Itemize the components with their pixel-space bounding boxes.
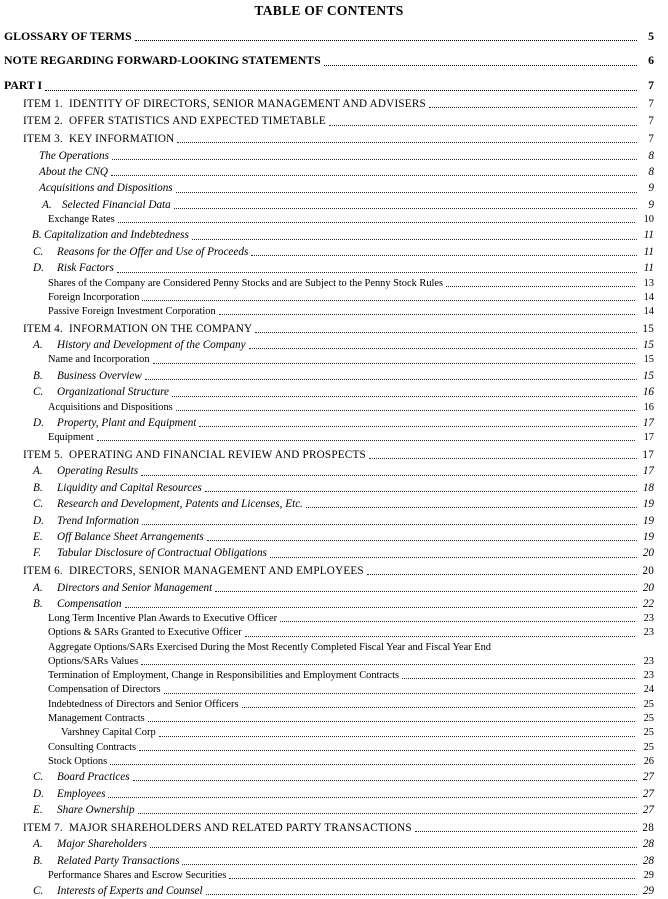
dot-leader — [329, 125, 637, 126]
toc-entry-number: A. — [33, 339, 43, 352]
toc-entry-number: C. — [33, 885, 44, 898]
toc-entry-page: 17 — [642, 465, 654, 478]
toc-entry — [4, 713, 654, 725]
toc-entry — [4, 656, 654, 668]
toc-entry-title: Stock Options — [48, 755, 108, 767]
toc-entry — [4, 339, 654, 352]
toc-entry-page: 7 — [648, 133, 654, 146]
toc-entry-page: 20 — [642, 581, 654, 594]
dot-leader — [324, 65, 637, 66]
toc-entry-page: 19 — [642, 498, 654, 511]
toc-entry — [4, 670, 654, 682]
toc-entry-number: A. — [33, 581, 43, 594]
toc-entry — [4, 79, 654, 93]
dot-leader — [141, 664, 635, 665]
dot-leader — [280, 621, 635, 622]
toc-entry-number: C. — [33, 498, 44, 511]
dot-leader — [118, 222, 635, 223]
toc-entry-title: INFORMATION ON THE COMPANY — [69, 322, 253, 335]
toc-entry-page: 23 — [643, 670, 654, 682]
toc-entry-page: 29 — [642, 885, 654, 898]
toc-entry — [4, 133, 654, 146]
toc-entry-page: 5 — [648, 28, 654, 43]
dot-leader — [148, 721, 635, 722]
toc-entry-title: Acquisitions and Dispositions — [48, 401, 173, 413]
dot-leader — [153, 363, 635, 364]
toc-entry-number: B. — [33, 854, 43, 867]
toc-entry — [4, 613, 654, 625]
dot-leader — [415, 831, 637, 832]
toc-entry-title: Operating Results — [57, 465, 139, 478]
toc-entry-title: Acquisitions and Dispositions — [39, 182, 173, 195]
toc-entry-title: Property, Plant and Equipment — [57, 416, 197, 429]
dot-leader — [177, 142, 637, 143]
toc-entry-title: Employees — [57, 787, 106, 800]
toc-entry-title: About the CNQ — [39, 165, 108, 178]
toc-entry-number: C. — [33, 245, 44, 258]
toc-entry-page: 7 — [648, 97, 654, 110]
toc-entry-page: 8 — [648, 149, 654, 162]
toc-entry — [4, 642, 654, 654]
toc-entry-title: KEY INFORMATION — [69, 133, 175, 146]
toc-entry-page: 25 — [643, 741, 654, 753]
dot-leader — [112, 159, 637, 160]
toc-entry-title: Shares of the Company are Considered Penny Stocks and are Subject to the Penny Stock Rules — [48, 277, 444, 289]
toc-entry-page: 17 — [643, 432, 654, 444]
toc-entry-page: 27 — [642, 771, 654, 784]
dot-leader — [306, 507, 637, 508]
toc-entry — [4, 531, 654, 544]
toc-entry-title: Directors and Senior Management — [57, 581, 213, 594]
dot-leader — [429, 107, 637, 108]
dot-leader — [111, 175, 637, 176]
toc-entry-page: 19 — [642, 530, 654, 543]
toc-entry — [4, 370, 654, 383]
toc-entry-page: 29 — [643, 869, 654, 881]
toc-entry — [4, 804, 654, 817]
toc-entry-page: 17 — [642, 416, 654, 429]
toc-entry-number: D. — [33, 787, 44, 800]
toc-entry-title: Capitalization and Indebtedness — [44, 229, 189, 242]
dot-leader — [229, 878, 635, 879]
toc-entry-title: Trend Information — [57, 514, 139, 527]
dot-leader — [367, 574, 637, 575]
toc-entry-title: Share Ownership — [57, 804, 135, 817]
toc-entry-title: Long Term Incentive Plan Awards to Executive Officer — [48, 613, 278, 625]
toc-entry — [4, 565, 654, 578]
toc-entry-title: Off Balance Sheet Arrangements — [57, 530, 204, 543]
toc-entry-number: ITEM 1. — [23, 97, 63, 110]
dot-leader — [245, 636, 635, 637]
dot-leader — [135, 40, 637, 41]
toc-entry — [4, 306, 654, 318]
toc-entry — [4, 182, 654, 195]
toc-entry — [4, 838, 654, 851]
toc-entry-number: D. — [33, 262, 44, 275]
toc-entry-page: 20 — [642, 565, 654, 578]
dot-leader — [255, 332, 637, 333]
dot-leader — [402, 678, 635, 679]
dot-leader — [159, 736, 635, 737]
toc-entry-title: Related Party Transactions — [57, 854, 180, 867]
toc-entry — [4, 756, 654, 768]
dot-leader — [117, 272, 637, 273]
toc-entry-page: 25 — [643, 698, 654, 710]
toc-entry — [4, 417, 654, 430]
toc-entry-title: Board Practices — [57, 771, 130, 784]
toc-entry-number: B. — [33, 597, 43, 610]
toc-entry-title: Options/SARs Values — [48, 655, 139, 667]
toc-entry-page: 25 — [643, 727, 654, 739]
toc-entry-title: Name and Incorporation — [48, 354, 150, 366]
toc-entry-title: Major Shareholders — [57, 838, 148, 851]
dot-leader — [446, 286, 635, 287]
toc-entry-number: E. — [33, 530, 43, 543]
toc-entry-title: Varshney Capital Corp — [61, 727, 156, 739]
dot-leader — [249, 348, 637, 349]
dot-leader — [215, 591, 637, 592]
toc-entry-number: C. — [33, 771, 44, 784]
toc-entry — [4, 598, 654, 611]
toc-entry — [4, 515, 654, 528]
toc-entry — [4, 262, 654, 275]
toc-entry-title: NOTE REGARDING FORWARD-LOOKING STATEMENTS — [4, 54, 321, 68]
dot-leader — [251, 255, 637, 256]
dot-leader — [150, 847, 637, 848]
toc-entry-title: Foreign Incorporation — [48, 291, 140, 303]
dot-leader — [176, 410, 635, 411]
toc-entry-page: 23 — [643, 613, 654, 625]
dot-leader — [133, 780, 637, 781]
toc-entry-page: 11 — [643, 229, 654, 242]
dot-leader — [110, 764, 635, 765]
toc-entry — [4, 885, 654, 898]
toc-entry-page: 13 — [643, 277, 654, 289]
dot-leader — [176, 192, 637, 193]
toc-entry-page: 22 — [642, 597, 654, 610]
dot-leader — [242, 707, 635, 708]
toc-entry-title: Organizational Structure — [57, 386, 169, 399]
dot-leader — [174, 208, 637, 209]
toc-entry-page: 28 — [642, 821, 654, 834]
toc-entry-page: 23 — [643, 627, 654, 639]
toc-entry-page: 9 — [648, 182, 654, 195]
toc-entry — [4, 166, 654, 179]
toc-entry — [4, 402, 654, 414]
dot-leader — [141, 475, 637, 476]
toc-entry-number: F. — [33, 547, 42, 560]
toc-entry-title: IDENTITY OF DIRECTORS, SENIOR MANAGEMENT AND ADVISERS — [69, 97, 426, 110]
toc-entry-number: A. — [33, 465, 43, 478]
toc-entry-number: D. — [33, 416, 44, 429]
toc-entry-title: Compensation — [57, 597, 122, 610]
toc-entry-page: 17 — [642, 448, 654, 461]
toc-entry-title: DIRECTORS, SENIOR MANAGEMENT AND EMPLOYEES — [69, 565, 364, 578]
toc-entry-title: Termination of Employment, Change in Responsibilities and Employment Contracts — [48, 670, 400, 682]
toc-entry — [4, 465, 654, 478]
toc-entry-page: 19 — [642, 514, 654, 527]
toc-entry — [4, 199, 654, 212]
toc-entry — [4, 292, 654, 304]
dot-leader — [139, 750, 635, 751]
toc-entry — [4, 386, 654, 399]
dot-leader — [270, 557, 637, 558]
dot-leader — [138, 813, 637, 814]
toc-entry-title: OFFER STATISTICS AND EXPECTED TIMETABLE — [69, 115, 326, 128]
toc-entry-page: 14 — [643, 291, 654, 303]
toc-entry-title: Management Contracts — [48, 712, 145, 724]
dot-leader — [45, 90, 637, 91]
toc-entry-page: 24 — [643, 684, 654, 696]
toc-entry-title: Exchange Rates — [48, 214, 115, 226]
toc-entry-page: 26 — [643, 755, 654, 767]
toc-entry-page: 18 — [642, 481, 654, 494]
toc-entry — [4, 432, 654, 444]
toc-entry-title: Business Overview — [57, 369, 142, 382]
toc-entry-page: 23 — [643, 655, 654, 667]
toc-entry-page: 15 — [642, 339, 654, 352]
dot-leader — [172, 396, 637, 397]
toc-entry-page: 28 — [642, 838, 654, 851]
toc-entry — [4, 30, 654, 44]
toc-entry-title: Interests of Experts and Counsel — [57, 885, 203, 898]
toc-entry-title: The Operations — [39, 149, 109, 162]
toc-entry-number: B. — [33, 369, 43, 382]
toc-entry-title: Performance Shares and Escrow Securities — [48, 869, 227, 881]
dot-leader — [369, 458, 637, 459]
toc-entry — [4, 684, 654, 696]
toc-entry — [4, 498, 654, 511]
toc-list — [4, 30, 654, 899]
dot-leader — [145, 379, 637, 380]
toc-entry-title: History and Development of the Company — [57, 339, 246, 352]
dot-leader — [205, 491, 637, 492]
toc-entry — [4, 246, 654, 259]
toc-entry-title: Consulting Contracts — [48, 741, 137, 753]
toc-entry-number: ITEM 5. — [23, 448, 63, 461]
toc-entry-page: 25 — [643, 712, 654, 724]
toc-entry-title: OPERATING AND FINANCIAL REVIEW AND PROSPECTS — [69, 448, 366, 461]
toc-entry-page: 15 — [643, 354, 654, 366]
toc-entry-title: Risk Factors — [57, 262, 114, 275]
toc-entry-page: 11 — [643, 262, 654, 275]
toc-entry — [4, 855, 654, 868]
dot-leader — [182, 864, 637, 865]
toc-entry-number: ITEM 2. — [23, 115, 63, 128]
toc-entry-number: B. — [32, 229, 42, 242]
toc-entry-number: B. — [33, 481, 43, 494]
toc-entry — [4, 115, 654, 128]
dot-leader — [142, 524, 637, 525]
toc-entry-page: 27 — [642, 804, 654, 817]
toc-entry — [4, 449, 654, 462]
toc-entry — [4, 354, 654, 366]
toc-entry — [4, 150, 654, 163]
toc-entry-number: ITEM 7. — [23, 821, 63, 834]
toc-entry-title: GLOSSARY OF TERMS — [4, 29, 132, 43]
toc-entry — [4, 214, 654, 226]
toc-entry-title: Research and Development, Patents and Licenses, Etc. — [57, 498, 303, 511]
toc-entry-title: Liquidity and Capital Resources — [57, 481, 202, 494]
dot-leader — [108, 797, 637, 798]
toc-entry-page: 16 — [643, 401, 654, 413]
dot-leader — [192, 239, 637, 240]
toc-entry — [4, 582, 654, 595]
toc-entry-number: C. — [33, 386, 44, 399]
toc-entry-number: ITEM 3. — [23, 133, 63, 146]
toc-entry-page: 8 — [648, 165, 654, 178]
toc-entry-page: 15 — [642, 369, 654, 382]
toc-entry-page: 28 — [642, 854, 654, 867]
toc-entry-page: 11 — [643, 245, 654, 258]
toc-entry-page: 20 — [642, 547, 654, 560]
dot-leader — [206, 894, 637, 895]
dot-leader — [207, 540, 637, 541]
toc-entry — [4, 870, 654, 882]
toc-entry — [4, 482, 654, 495]
toc-entry-title: Reasons for the Offer and Use of Proceeds — [57, 245, 249, 258]
toc-entry-number: ITEM 4. — [23, 322, 63, 335]
toc-entry-page: 16 — [642, 386, 654, 399]
toc-entry-title: Selected Financial Data — [62, 198, 171, 211]
toc-entry-page: 27 — [642, 787, 654, 800]
toc-entry-page: 14 — [643, 306, 654, 318]
dot-leader — [125, 607, 637, 608]
toc-entry-page: 7 — [648, 78, 654, 93]
toc-entry-number: A. — [33, 838, 43, 851]
toc-entry-page: 15 — [642, 322, 654, 335]
toc-entry — [4, 771, 654, 784]
toc-entry — [4, 788, 654, 801]
dot-leader — [164, 693, 635, 694]
toc-entry — [4, 98, 654, 111]
toc-entry-title: Indebtedness of Directors and Senior Officers — [48, 698, 239, 710]
toc-entry — [4, 699, 654, 711]
toc-entry-number: A. — [42, 198, 52, 211]
toc-entry-title: Compensation of Directors — [48, 684, 161, 696]
toc-entry — [4, 54, 654, 68]
toc-entry-number: D. — [33, 514, 44, 527]
toc-entry-page: 9 — [648, 198, 654, 211]
toc-entry-title: PART I — [4, 79, 43, 93]
toc-entry-title: Tabular Disclosure of Contractual Obligations — [57, 547, 267, 560]
toc-entry — [4, 278, 654, 290]
dot-leader — [97, 440, 635, 441]
toc-entry — [4, 822, 654, 835]
toc-entry-title: Options & SARs Granted to Executive Officer — [48, 627, 242, 639]
toc-entry — [4, 547, 654, 560]
toc-entry — [4, 727, 654, 739]
toc-entry-title: Passive Foreign Investment Corporation — [48, 306, 216, 318]
dot-leader — [142, 300, 635, 301]
toc-entry — [4, 229, 654, 242]
toc-entry-title: MAJOR SHAREHOLDERS AND RELATED PARTY TRANSACTIONS — [69, 821, 412, 834]
toc-entry-page: 10 — [643, 214, 654, 226]
toc-entry-page: 7 — [648, 115, 654, 128]
toc-entry-number: E. — [33, 804, 43, 817]
toc-entry-number: ITEM 6. — [23, 565, 63, 578]
toc-entry — [4, 742, 654, 754]
toc-entry-title: Aggregate Options/SARs Exercised During the Most Recently Completed Fiscal Year and Fiscal Year End — [48, 641, 491, 653]
dot-leader — [199, 426, 637, 427]
dot-leader — [219, 314, 635, 315]
page-title: TABLE OF CONTENTS — [254, 3, 404, 18]
toc-entry — [4, 323, 654, 336]
toc-entry-title: Equipment — [48, 432, 94, 444]
toc-entry — [4, 627, 654, 639]
toc-entry-page: 6 — [648, 53, 654, 68]
